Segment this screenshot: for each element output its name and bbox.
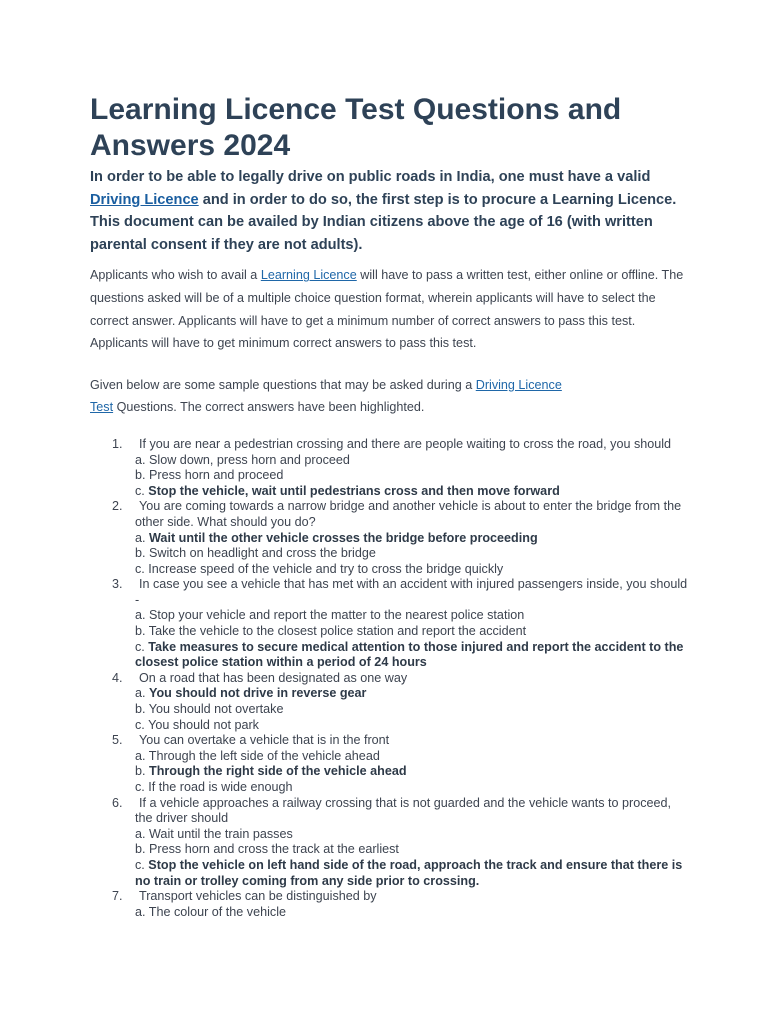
option-text: You should not overtake — [148, 702, 284, 717]
sample-text-start: Given below are some sample questions that may be asked during a — [90, 377, 476, 392]
option-text: Stop the vehicle, wait until pedestrians cross and then move forward — [148, 483, 560, 498]
answer-option — [135, 608, 690, 624]
option-text: If the road is wide enough — [148, 780, 293, 794]
option-letter: c. — [135, 639, 149, 654]
question-number: 7. — [112, 889, 123, 904]
option-letter: b. — [135, 764, 150, 779]
question-text: If you are near a pedestrian crossing and there are people waiting to cross the road, you should — [139, 436, 672, 451]
question-text: On a road that has been designated as one way — [139, 670, 408, 685]
option-text: Switch on headlight and cross the bridge — [149, 546, 376, 561]
answer-option — [135, 780, 690, 796]
answer-option — [135, 842, 690, 858]
question-list — [90, 437, 690, 920]
answer-option — [135, 827, 690, 843]
driving-licence-link[interactable]: Driving Licence — [90, 191, 199, 208]
option-text: Stop your vehicle and report the matter to the nearest police station — [149, 608, 525, 623]
option-letter: b. — [135, 546, 150, 561]
option-letter: a. — [135, 826, 150, 841]
intro-paragraph — [90, 264, 690, 354]
option-letter: c. — [135, 780, 149, 794]
question-number: 1. — [112, 436, 123, 451]
option-letter: c. — [135, 561, 149, 576]
question-text: You are coming towards a narrow bridge and another vehicle is about to enter the bridge from the other side. What should you do? — [135, 499, 682, 529]
question-text: Transport vehicles can be distinguished by — [139, 889, 377, 904]
option-text: Press horn and cross the track at the earliest — [149, 842, 399, 857]
question-number: 3. — [112, 577, 123, 592]
option-text: Take measures to secure medical attention to those injured and report the accident to the closest police station within a period of 24 hours — [135, 639, 684, 670]
lead-paragraph — [90, 166, 690, 256]
answer-option — [135, 546, 690, 562]
option-text: Slow down, press horn and proceed — [149, 452, 350, 467]
answer-option — [135, 562, 690, 578]
answer-option — [135, 702, 690, 718]
page-title: Learning Licence Test Questions and Answers 2024 — [90, 93, 622, 162]
answer-option — [135, 905, 690, 921]
option-text: Increase speed of the vehicle and try to cross the bridge quickly — [148, 561, 504, 576]
answer-option — [135, 749, 690, 765]
option-text: Wait until the train passes — [149, 826, 293, 841]
question-number: 2. — [112, 499, 123, 514]
answer-option-correct — [135, 484, 690, 500]
question-item — [90, 499, 690, 577]
option-text: Press horn and proceed — [149, 468, 284, 483]
option-letter: a. — [135, 452, 150, 467]
option-letter: a. — [135, 530, 150, 545]
option-letter: b. — [135, 468, 150, 483]
question-number: 4. — [112, 670, 123, 685]
sample-text-end: Questions. The correct answers have been highlighted. — [113, 400, 425, 415]
answer-option — [135, 468, 690, 484]
question-item — [90, 577, 690, 671]
option-text: The colour of the vehicle — [148, 904, 286, 919]
option-text: Take the vehicle to the closest police station and report the accident — [148, 624, 527, 639]
option-text: Through the left side of the vehicle ahead — [148, 748, 380, 763]
answer-option-correct — [135, 764, 690, 780]
intro-text-end: will have to pass a written test, either online or offline. The questions asked will be of a multiple choice question format, wherein applicants will have to select the correct answer. Applicants will have to get a minimum number of correct answers to pass this test. Applicants will have to get minimum correct answers to pass this test. — [90, 268, 684, 351]
question-item — [90, 889, 690, 920]
question-number: 5. — [112, 733, 123, 748]
question-number: 6. — [112, 795, 123, 810]
question-item — [90, 437, 690, 499]
option-text: Stop the vehicle on left hand side of the road, approach the track and ensure that there is no train or trolley coming from any side prior to crossing. — [135, 857, 683, 888]
option-letter: b. — [135, 702, 149, 717]
option-letter: b. — [135, 624, 149, 639]
option-text: Wait until the other vehicle crosses the bridge before proceeding — [149, 530, 538, 545]
sample-paragraph — [90, 374, 690, 419]
answer-option-correct — [135, 858, 690, 889]
question-item — [90, 671, 690, 733]
document-page — [90, 92, 690, 920]
question-text: You can overtake a vehicle that is in the front — [139, 733, 390, 748]
answer-option-correct — [135, 531, 690, 547]
answer-option — [135, 718, 690, 734]
option-text: You should not park — [148, 717, 259, 732]
driving-licence-test-link-part2[interactable]: Test — [90, 400, 114, 415]
question-item — [90, 733, 690, 795]
driving-licence-test-link-part1[interactable]: Driving Licence — [475, 377, 562, 392]
option-letter: a. — [135, 904, 149, 919]
question-text: In case you see a vehicle that has met with an accident with injured passengers inside, you should - — [135, 577, 688, 607]
answer-option — [135, 624, 690, 640]
lead-text-start: In order to be able to legally drive on public roads in India, one must have a valid — [90, 169, 651, 185]
option-letter: a. — [135, 608, 150, 623]
option-text: You should not drive in reverse gear — [149, 686, 367, 701]
option-letter: b. — [135, 842, 150, 857]
option-letter: a. — [135, 748, 149, 763]
option-letter: c. — [135, 857, 149, 872]
option-text: Through the right side of the vehicle ahead — [149, 764, 407, 779]
question-item — [90, 796, 690, 890]
answer-option-correct — [135, 686, 690, 702]
lead-text-end: and in order to do so, the first step is to procure a Learning Licence. This document can be availed by Indian citizens above the age of 16 (with written parental consent if they are not adults). — [90, 191, 677, 253]
answer-option — [135, 453, 690, 469]
question-text: If a vehicle approaches a railway crossing that is not guarded and the vehicle wants to proceed, the driver should — [135, 795, 672, 826]
intro-text-start: Applicants who wish to avail a — [90, 268, 261, 283]
option-letter: a. — [135, 686, 150, 701]
learning-licence-link[interactable]: Learning Licence — [260, 268, 357, 283]
option-letter: c. — [135, 717, 149, 732]
answer-option-correct — [135, 640, 690, 671]
option-letter: c. — [135, 483, 149, 498]
